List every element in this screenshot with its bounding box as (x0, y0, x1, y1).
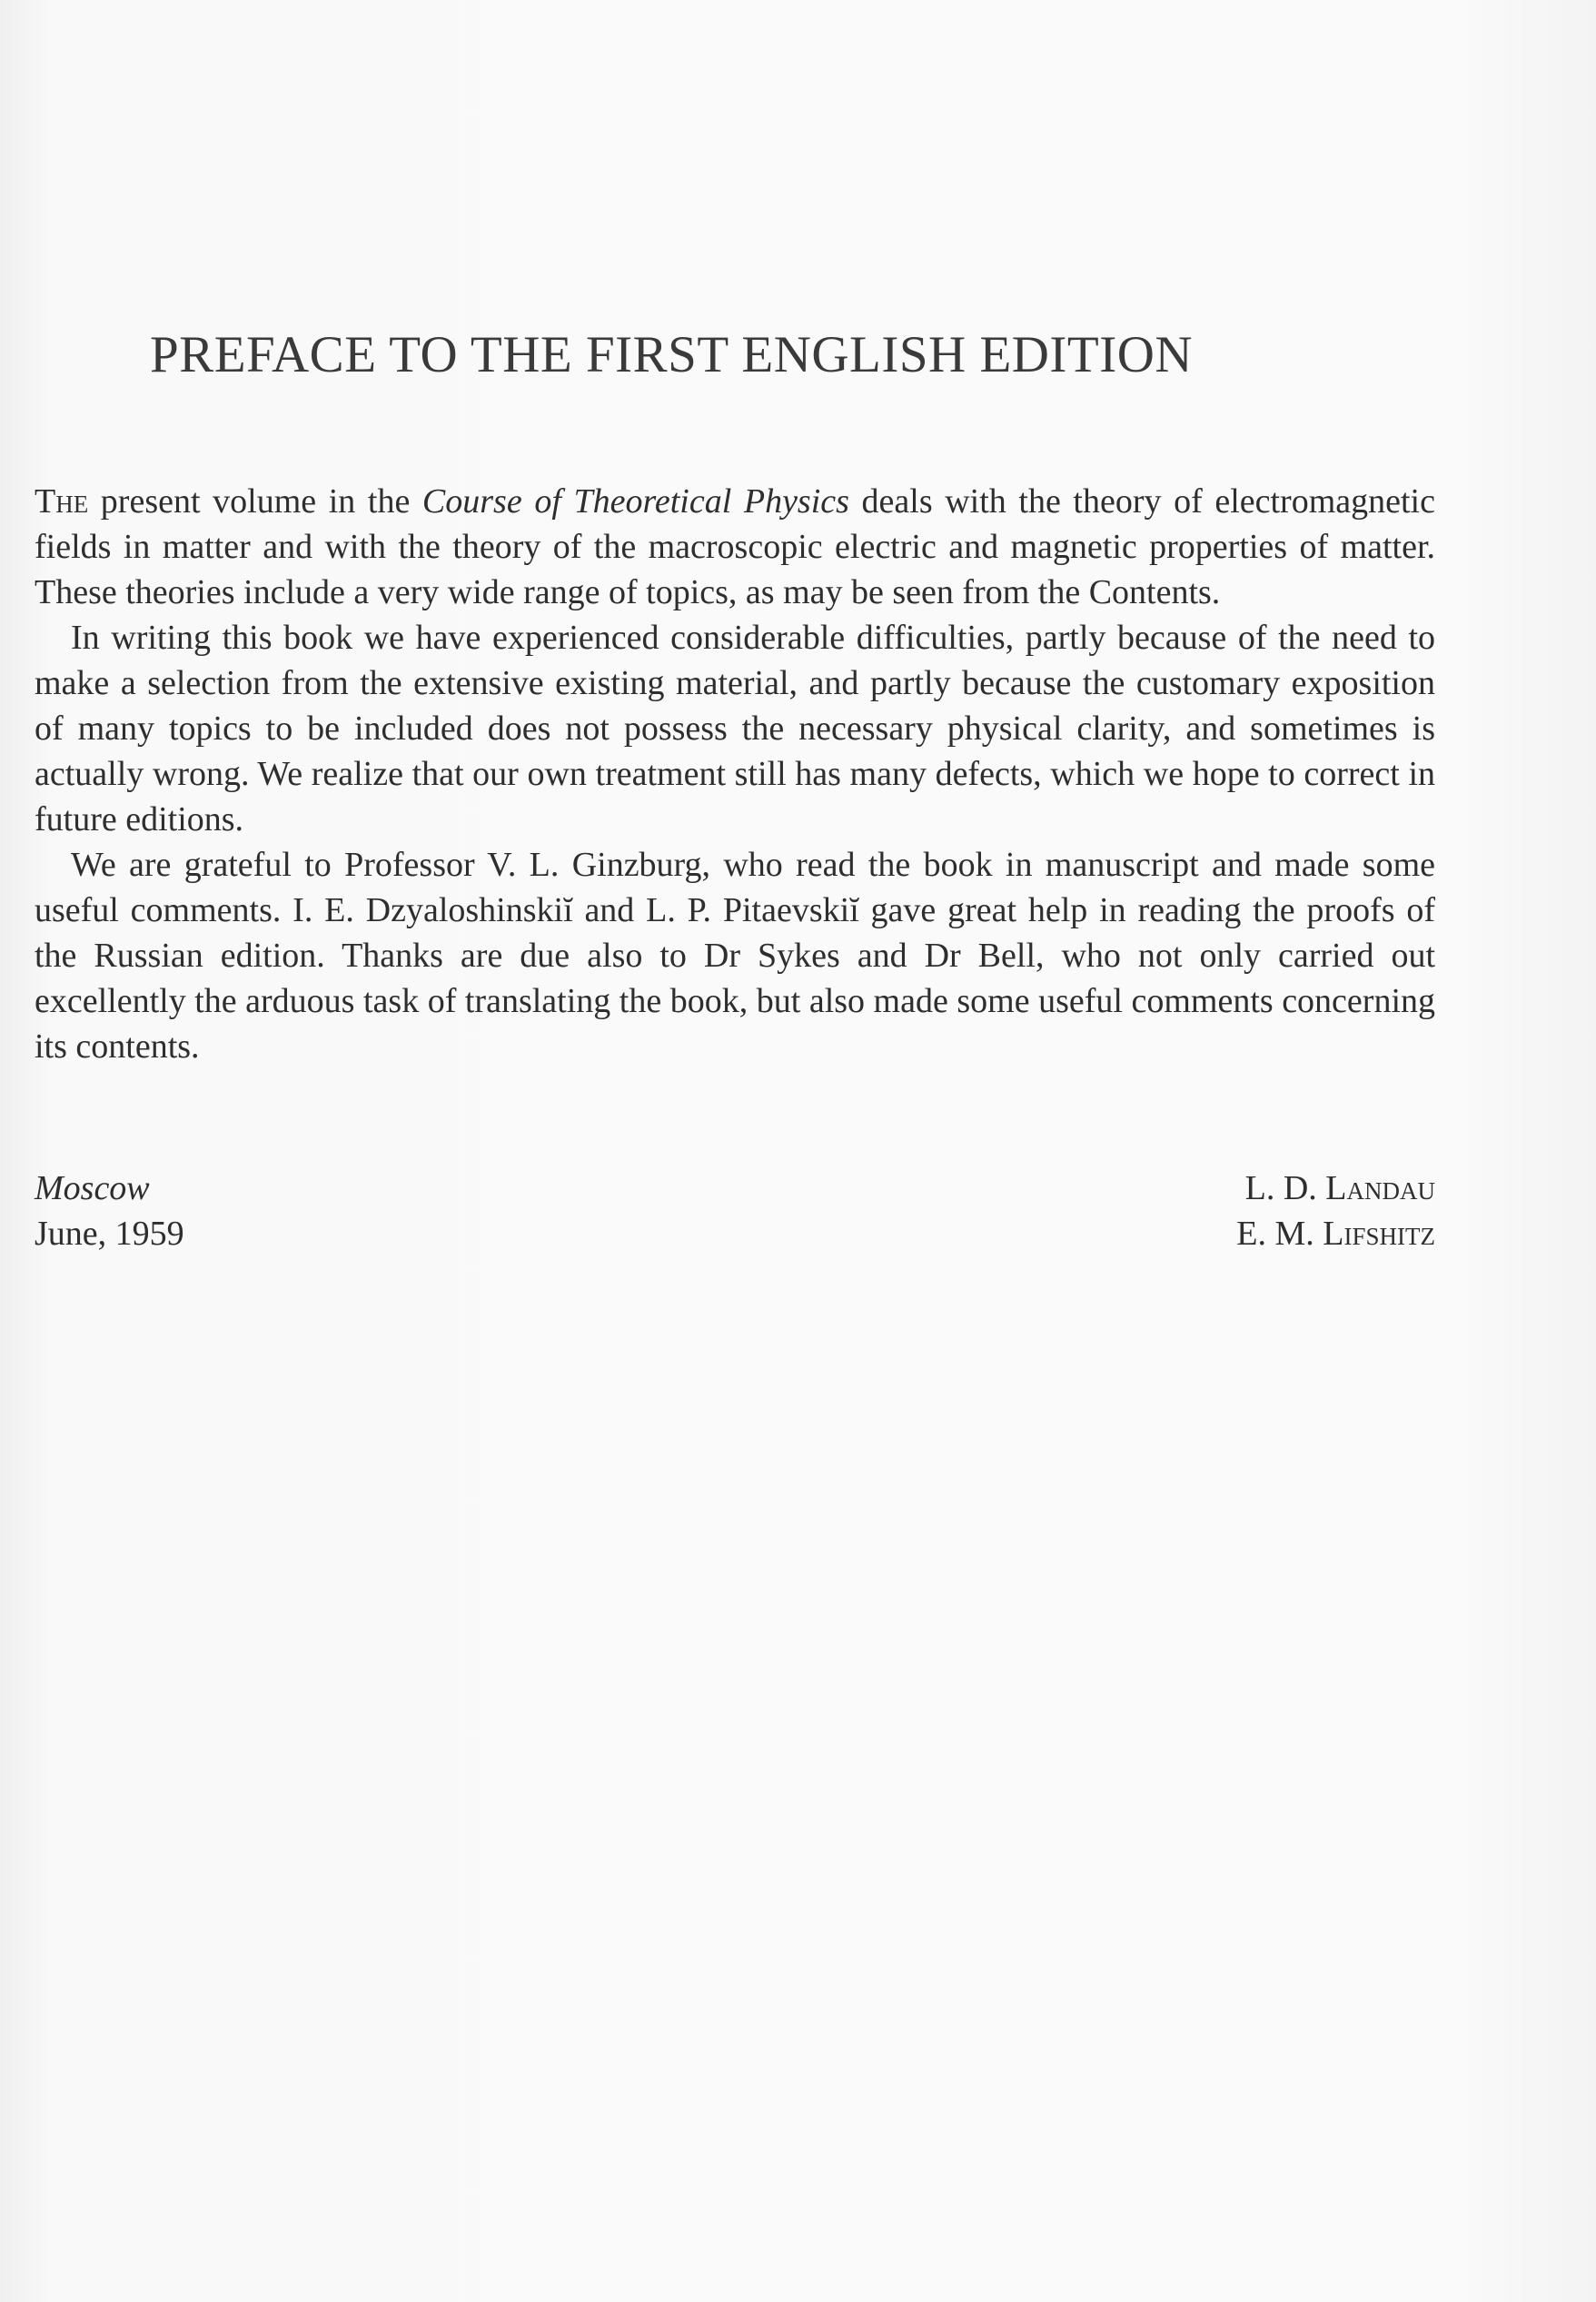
author-1-initials: L. D. (1244, 1169, 1326, 1207)
paragraph-1 (35, 479, 1435, 615)
lead-word: The (35, 482, 89, 521)
page-title: PREFACE TO THE FIRST ENGLISH EDITION (150, 326, 1194, 383)
paragraph-1-text-a: present volume in the (88, 482, 422, 521)
course-title: Course of Theoretical Physics (421, 482, 849, 521)
author-2-initials: E. M. (1236, 1215, 1323, 1253)
place: Moscow (35, 1169, 150, 1207)
place-and-date (35, 1166, 184, 1256)
author-2-surname: Lifshitz (1323, 1215, 1435, 1253)
paragraph-2: In writing this book we have experienced considerable difficulties, partly because of the need to make a selection from the extensive existing material, and partly because the customary exposition of many topics to be included does not possess the necessary physical clarity, and sometimes is actually wrong. We realize that our own treatment still has many defects, which we hope to correct in future editions. (35, 619, 1435, 838)
paragraph-3: We are grateful to Professor V. L. Ginzburg, who read the book in manuscript and made some useful comments. I. E. Dzyaloshinskiĭ and L. P. Pitaevskiĭ gave great help in reading the proofs of the Russian edition. Thanks are due also to Dr Sykes and Dr Bell, who not only carried out excellently the arduous task of translating the book, but also made some useful comments concerning its contents. (35, 846, 1435, 1066)
paragraph-1-text-b: deals with the theory of electromagnetic fields in matter and with the theory of the macroscopic electric and magnetic properties of matter. These theories include a very wide range of topics, as may be seen from the Contents. (35, 482, 1435, 611)
authors (1236, 1166, 1435, 1256)
date: June, 1959 (35, 1215, 184, 1253)
author-2 (1236, 1211, 1435, 1256)
author-1-surname: Landau (1325, 1169, 1435, 1207)
preface-body (35, 479, 1435, 1069)
author-1 (1236, 1166, 1435, 1211)
